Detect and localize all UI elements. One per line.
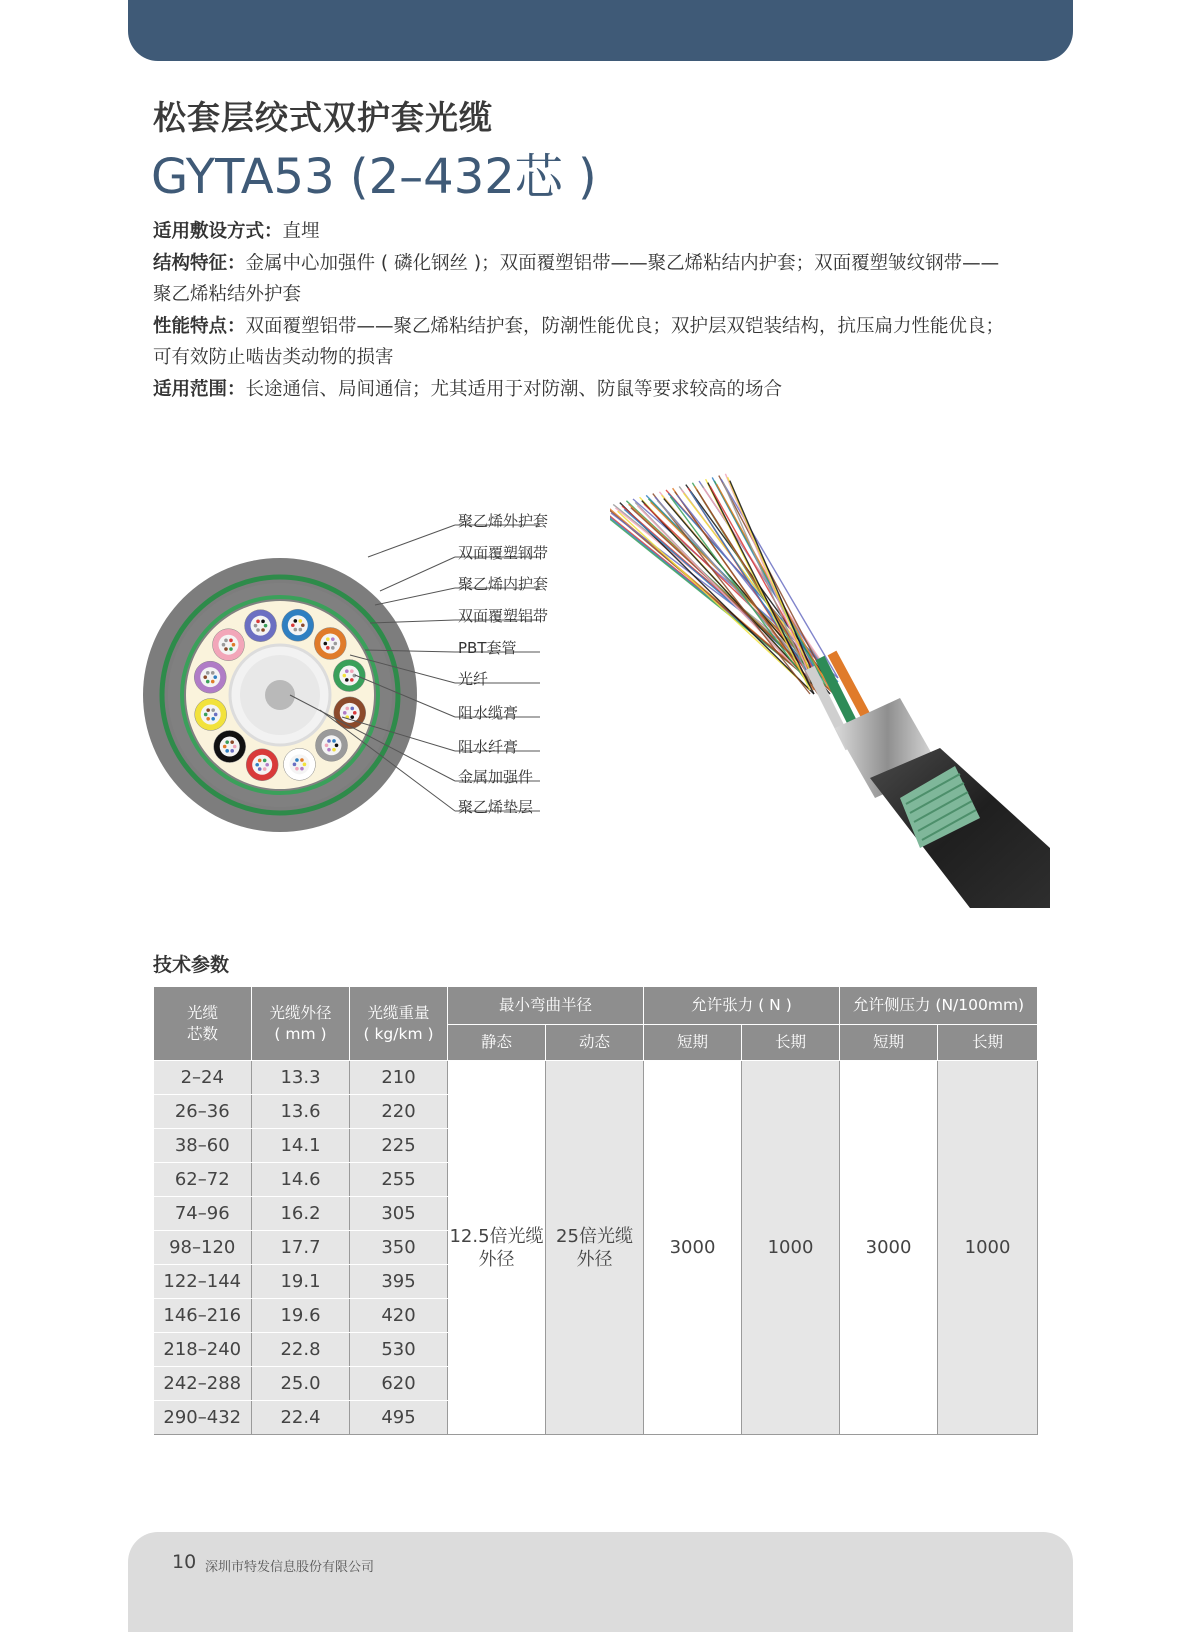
fiber-dot — [223, 745, 227, 749]
header-static: 静态 — [448, 1025, 546, 1061]
cell-crush-long: 1000 — [938, 1061, 1038, 1435]
header-tension: 允许张力 ( N ) — [644, 987, 840, 1025]
fiber-dot — [230, 740, 234, 744]
fiber-dot — [225, 749, 229, 753]
cell-weight: 220 — [350, 1095, 448, 1129]
fiber-dot — [345, 678, 349, 682]
optical-fiber — [728, 477, 818, 690]
cell-cores: 218–240 — [154, 1333, 252, 1367]
fiber-dot — [256, 620, 260, 624]
label-outer-jacket: 聚乙烯外护套 — [458, 512, 549, 530]
cell-crush-short: 3000 — [840, 1061, 938, 1435]
fiber-dot — [350, 678, 354, 682]
tube-fibers — [201, 704, 221, 724]
fiber-dot — [224, 647, 228, 651]
cell-diameter: 19.6 — [252, 1299, 350, 1333]
fiber-dot — [335, 744, 339, 748]
label-fiber: 光纤 — [458, 670, 489, 688]
header-weight: 光缆重量 ( kg/km ) — [350, 987, 448, 1061]
label-cable-jelly: 阻水缆膏 — [458, 704, 519, 722]
cell-diameter: 13.6 — [252, 1095, 350, 1129]
fiber-dot — [294, 619, 298, 623]
fiber-dot — [222, 643, 226, 647]
cell-diameter: 13.3 — [252, 1061, 350, 1095]
cell-diameter: 25.0 — [252, 1367, 350, 1401]
fiber-dot — [295, 758, 299, 762]
cell-weight: 420 — [350, 1299, 448, 1333]
label-cushion: 聚乙烯垫层 — [458, 798, 534, 816]
fiber-dot — [334, 642, 338, 646]
cell-diameter: 14.6 — [252, 1163, 350, 1197]
fiber-dot — [263, 767, 267, 771]
fiber-dot — [324, 642, 328, 646]
fiber-dot — [293, 763, 297, 767]
header-tension-short: 短期 — [644, 1025, 742, 1061]
spec-list — [153, 216, 1053, 405]
cell-cores: 98–120 — [154, 1231, 252, 1265]
tube-fibers — [218, 635, 238, 655]
fiber-dot — [350, 669, 354, 673]
fiber-dot — [350, 715, 354, 719]
label-strength-member: 金属加强件 — [458, 768, 534, 786]
fiber-dot — [258, 767, 262, 771]
fiber-dot — [211, 680, 215, 684]
fiber-dot — [264, 624, 268, 628]
fiber-dot — [206, 671, 210, 675]
cell-cores: 38–60 — [154, 1129, 252, 1163]
page-title: 松套层绞式双护套光缆 — [153, 98, 493, 137]
fiber-dot — [254, 624, 258, 628]
cell-diameter: 14.1 — [252, 1129, 350, 1163]
fiber-dot — [303, 763, 307, 767]
page-number: 10 — [172, 1551, 197, 1573]
optical-fiber — [637, 506, 814, 686]
tube-fibers — [320, 633, 340, 653]
header-diameter: 光缆外径 ( mm ) — [252, 987, 350, 1061]
label-steel-tape: 双面覆塑钢带 — [458, 544, 549, 562]
header-crush-short: 短期 — [840, 1025, 938, 1061]
tech-params-table — [153, 986, 1038, 1435]
fiber-bundle — [610, 474, 838, 694]
footer-band — [128, 1532, 1073, 1632]
fiber-dot — [263, 759, 267, 763]
fiber-dot — [327, 748, 331, 752]
fiber-dot — [211, 671, 215, 675]
cell-cores: 62–72 — [154, 1163, 252, 1197]
spec-line: 性能特点：双面覆塑铝带——聚乙烯粘结护套，防潮性能优良；双护层双铠装结构，抗压扁力性能优良； — [153, 315, 1005, 337]
cell-weight: 305 — [350, 1197, 448, 1231]
fiber-dot — [206, 717, 210, 721]
cell-diameter: 16.2 — [252, 1197, 350, 1231]
fiber-dot — [353, 711, 357, 715]
header-tension-long: 长期 — [742, 1025, 840, 1061]
spec-line: 适用范围：长途通信、局间通信；尤其适用于对防潮、防鼠等要求较高的场合 — [153, 378, 783, 400]
fiber-dot — [301, 623, 305, 627]
fiber-dot — [214, 713, 218, 717]
fiber-dot — [326, 646, 330, 650]
cell-weight: 210 — [350, 1061, 448, 1095]
fiber-dot — [300, 758, 304, 762]
fiber-dot — [256, 628, 260, 632]
cell-cores: 2–24 — [154, 1061, 252, 1095]
header-bend-radius: 最小弯曲半径 — [448, 987, 644, 1025]
fiber-dot — [255, 763, 259, 767]
header-dynamic: 动态 — [546, 1025, 644, 1061]
fiber-dot — [265, 763, 269, 767]
fiber-dot — [261, 620, 265, 624]
cell-weight: 530 — [350, 1333, 448, 1367]
fiber-dot — [229, 639, 233, 643]
label-fiber-jelly: 阻水纤膏 — [458, 738, 519, 756]
cell-diameter: 22.4 — [252, 1401, 350, 1435]
tube-fibers — [289, 754, 309, 774]
cell-diameter: 17.7 — [252, 1231, 350, 1265]
cell-weight: 350 — [350, 1231, 448, 1265]
fiber-dot — [233, 745, 237, 749]
fiber-dot — [203, 675, 207, 679]
fiber-dot — [229, 647, 233, 651]
company-name: 深圳市特发信息股份有限公司 — [205, 1560, 375, 1575]
model-title: GYTA53 (2–432芯 ) — [151, 149, 597, 205]
tube-fibers — [288, 615, 308, 635]
tube-fibers — [220, 737, 240, 757]
spec-line: 可有效防止啮齿类动物的损害 — [153, 347, 394, 368]
cell-diameter: 19.1 — [252, 1265, 350, 1299]
cell-cores: 242–288 — [154, 1367, 252, 1401]
label-inner-jacket: 聚乙烯内护套 — [458, 575, 549, 593]
fiber-dot — [331, 646, 335, 650]
table-row — [154, 1061, 1038, 1095]
label-aluminium-tape: 双面覆塑铝带 — [458, 607, 549, 625]
cell-diameter: 22.8 — [252, 1333, 350, 1367]
fiber-dot — [213, 675, 217, 679]
cell-static-bend: 12.5倍光缆 外径 — [448, 1061, 546, 1435]
label-pbt-tube: PBT套管 — [458, 639, 517, 657]
fiber-dot — [350, 707, 354, 711]
cell-cores: 26–36 — [154, 1095, 252, 1129]
fiber-dot — [345, 707, 349, 711]
optical-fiber — [723, 482, 810, 682]
fiber-dot — [327, 739, 331, 743]
fiber-dot — [294, 628, 298, 632]
fiber-dot — [295, 767, 299, 771]
fiber-dot — [326, 637, 330, 641]
spec-line: 聚乙烯粘结外护套 — [153, 284, 302, 305]
header-band — [128, 0, 1073, 61]
tech-params-title: 技术参数 — [153, 954, 230, 976]
optical-fiber — [725, 474, 814, 686]
tube-fibers — [251, 616, 271, 636]
cell-cores: 290–432 — [154, 1401, 252, 1435]
fiber-dot — [331, 637, 335, 641]
header-cores: 光缆 芯数 — [154, 987, 252, 1061]
header-crush-long: 长期 — [938, 1025, 1038, 1061]
cell-weight: 225 — [350, 1129, 448, 1163]
fiber-dot — [299, 619, 303, 623]
fiber-dot — [258, 759, 262, 763]
spec-line: 适用敷设方式：直埋 — [153, 221, 320, 242]
fiber-dot — [225, 740, 229, 744]
fiber-dot — [206, 680, 210, 684]
fiber-dot — [232, 643, 236, 647]
optical-fiber — [730, 481, 822, 694]
fiber-dot — [261, 628, 265, 632]
cell-cores: 122–144 — [154, 1265, 252, 1299]
cell-weight: 395 — [350, 1265, 448, 1299]
cell-dynamic-bend: 25倍光缆 外径 — [546, 1061, 644, 1435]
spec-line: 结构特征：金属中心加强件 ( 磷化钢丝 )；双面覆塑铝带——聚乙烯粘结内护套；双面覆塑皱纹钢带—— — [153, 252, 1000, 274]
fiber-dot — [332, 748, 336, 752]
cell-cores: 74–96 — [154, 1197, 252, 1231]
fiber-dot — [343, 711, 347, 715]
fiber-dot — [299, 628, 303, 632]
fiber-dot — [343, 674, 347, 678]
optical-fiber — [670, 497, 810, 686]
cell-weight: 255 — [350, 1163, 448, 1197]
tube-fibers — [322, 735, 342, 755]
fiber-dot — [224, 639, 228, 643]
cell-tension-short: 3000 — [644, 1061, 742, 1435]
fiber-dot — [332, 739, 336, 743]
fiber-dot — [300, 767, 304, 771]
tube-fibers — [200, 667, 220, 687]
cable-photo — [610, 448, 1070, 908]
cell-tension-long: 1000 — [742, 1061, 840, 1435]
cell-weight: 620 — [350, 1367, 448, 1401]
fiber-dot — [204, 713, 208, 717]
tube-fibers — [252, 755, 272, 775]
fiber-dot — [230, 749, 234, 753]
fiber-dot — [291, 623, 295, 627]
header-crush: 允许侧压力 (N/100mm) — [840, 987, 1038, 1025]
fiber-dot — [345, 669, 349, 673]
fiber-dot — [325, 744, 329, 748]
cell-cores: 146–216 — [154, 1299, 252, 1333]
fiber-dot — [211, 717, 215, 721]
fiber-dot — [211, 708, 215, 712]
cell-weight: 495 — [350, 1401, 448, 1435]
fiber-dot — [206, 708, 210, 712]
